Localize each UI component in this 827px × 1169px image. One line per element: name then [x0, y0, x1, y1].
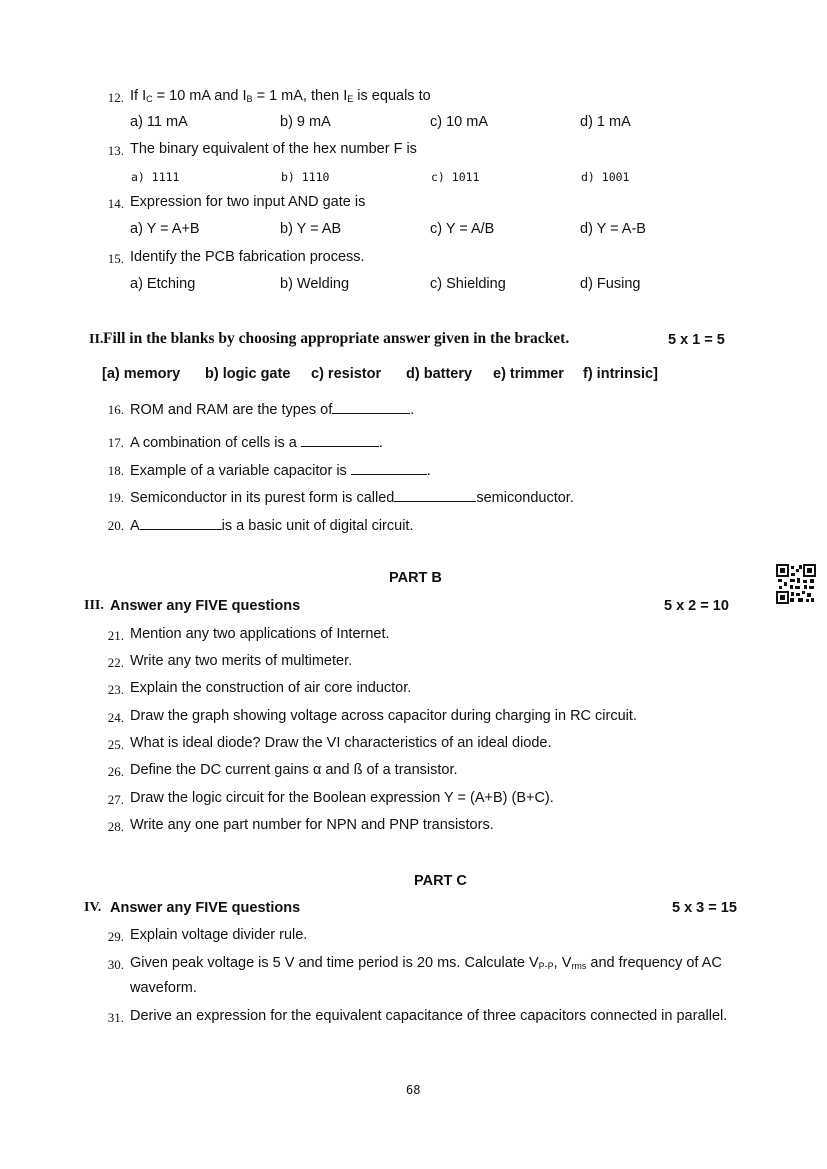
q12-text: = 1 mA, then I: [252, 88, 348, 104]
section-heading: Answer any FIVE questions: [110, 598, 301, 614]
question-number: 22.: [107, 655, 124, 670]
question-number: 27.: [107, 792, 124, 807]
choice-item: d) battery: [406, 366, 473, 382]
question-text-pre: Semiconductor in its purest form is called: [130, 490, 395, 506]
option-d: d) 1 mA: [580, 114, 631, 130]
question-text-post: semiconductor.: [476, 490, 574, 506]
question-text-post: .: [378, 435, 383, 451]
page-number: 68: [406, 1083, 421, 1097]
question-text-post: is a basic unit of digital circuit.: [221, 518, 414, 534]
choice-item: [a) memory: [102, 366, 181, 382]
question-text: Define the DC current gains α and ß of a transistor.: [130, 762, 458, 778]
q30-text: Given peak voltage is 5 V and time period is 20 ms. Calculate V: [130, 955, 539, 971]
question-text-pre: A combination of cells is a: [130, 435, 301, 451]
q12-text: If I: [130, 88, 147, 104]
q30-text: and frequency of AC waveform.: [130, 955, 722, 996]
question-number: 26.: [107, 764, 124, 779]
question-text: Explain voltage divider rule.: [130, 927, 308, 943]
blank-line: [351, 461, 427, 475]
qr-code-icon: [776, 564, 816, 604]
choice-item: e) trimmer: [493, 366, 564, 382]
q12-text: is equals to: [353, 88, 431, 104]
question-text-pre: ROM and RAM are the types of: [130, 402, 333, 418]
question-number: 25.: [107, 737, 124, 752]
subscript: rms: [571, 961, 587, 971]
question-number: 17.: [107, 435, 124, 450]
option-b: b) Welding: [280, 276, 350, 292]
question-text: [130, 461, 431, 479]
choice-item: c) resistor: [311, 366, 382, 382]
q30-text: , V: [553, 955, 572, 971]
part-title: PART B: [389, 570, 442, 586]
section-marks: 5 x 1 = 5: [668, 332, 725, 348]
question-text: [130, 952, 740, 999]
subscript: P-P: [538, 961, 554, 971]
question-number: 15.: [107, 251, 124, 266]
option-a: a) 1111: [131, 170, 180, 184]
question-text: Expression for two input AND gate is: [130, 194, 366, 210]
question-number: 20.: [107, 518, 124, 533]
question-number: 12.: [107, 90, 124, 105]
q12-text: = 10 mA and I: [152, 88, 247, 104]
subscript: E: [347, 94, 354, 104]
section-roman-numeral: III.: [84, 598, 104, 613]
question-number: 21.: [107, 628, 124, 643]
question-number: 30.: [107, 957, 124, 972]
question-text: Derive an expression for the equivalent capacitance of three capacitors connected in parallel.: [130, 1008, 728, 1024]
subscript: C: [146, 94, 153, 104]
question-text: [130, 516, 413, 534]
choice-item: b) logic gate: [205, 366, 291, 382]
option-a: a) Y = A+B: [130, 221, 200, 237]
section-marks: 5 x 3 = 15: [672, 900, 737, 916]
option-b: b) 1110: [281, 170, 330, 184]
question-text: [130, 488, 574, 506]
question-number: 16.: [107, 402, 124, 417]
question-text: Write any two merits of multimeter.: [130, 653, 353, 669]
section-marks: 5 x 2 = 10: [664, 598, 729, 614]
question-text: [130, 433, 383, 451]
option-d: d) Fusing: [580, 276, 641, 292]
question-text: [130, 400, 414, 418]
option-b: b) Y = AB: [280, 221, 342, 237]
question-text: The binary equivalent of the hex number F is: [130, 141, 417, 157]
question-text: Draw the graph showing voltage across capacitor during charging in RC circuit.: [130, 708, 637, 724]
option-b: b) 9 mA: [280, 114, 331, 130]
section-heading: Fill in the blanks by choosing appropriate answer given in the bracket.: [103, 330, 570, 347]
blank-line: [140, 516, 222, 530]
question-number: 19.: [107, 490, 124, 505]
option-c: c) 1011: [431, 170, 480, 184]
question-text: [130, 88, 431, 104]
blank-line: [332, 400, 410, 414]
option-a: a) 11 mA: [130, 114, 188, 130]
question-text-pre: Example of a variable capacitor is: [130, 463, 351, 479]
question-number: 14.: [107, 196, 124, 211]
question-number: 13.: [107, 143, 124, 158]
blank-line: [394, 488, 476, 502]
question-number: 18.: [107, 463, 124, 478]
part-title: PART C: [414, 873, 467, 889]
option-c: c) Shielding: [430, 276, 506, 292]
option-c: c) Y = A/B: [430, 221, 495, 237]
question-number: 28.: [107, 819, 124, 834]
subscript: B: [246, 94, 253, 104]
question-number: 31.: [107, 1010, 124, 1025]
question-text-post: .: [410, 402, 415, 418]
choice-item: f) intrinsic]: [583, 366, 658, 382]
question-text: Write any one part number for NPN and PNP transistors.: [130, 817, 494, 833]
question-number: 23.: [107, 682, 124, 697]
question-text: What is ideal diode? Draw the VI characteristics of an ideal diode.: [130, 735, 552, 751]
question-text: Draw the logic circuit for the Boolean expression Y = (A+B) (B+C).: [130, 790, 554, 806]
option-d: d) 1001: [581, 170, 630, 184]
question-number: 24.: [107, 710, 124, 725]
section-heading: Answer any FIVE questions: [110, 900, 301, 916]
question-text: Identify the PCB fabrication process.: [130, 249, 365, 265]
option-d: d) Y = A-B: [580, 221, 646, 237]
question-text: Explain the construction of air core inductor.: [130, 680, 412, 696]
question-text-post: .: [426, 463, 431, 479]
option-c: c) 10 mA: [430, 114, 489, 130]
section-roman-numeral: IV.: [84, 900, 102, 915]
question-text: Mention any two applications of Internet.: [130, 626, 390, 642]
section-roman-numeral: II.: [89, 332, 104, 347]
question-number: 29.: [107, 929, 124, 944]
blank-line: [301, 433, 379, 447]
question-text-pre: A: [130, 518, 140, 534]
option-a: a) Etching: [130, 276, 196, 292]
